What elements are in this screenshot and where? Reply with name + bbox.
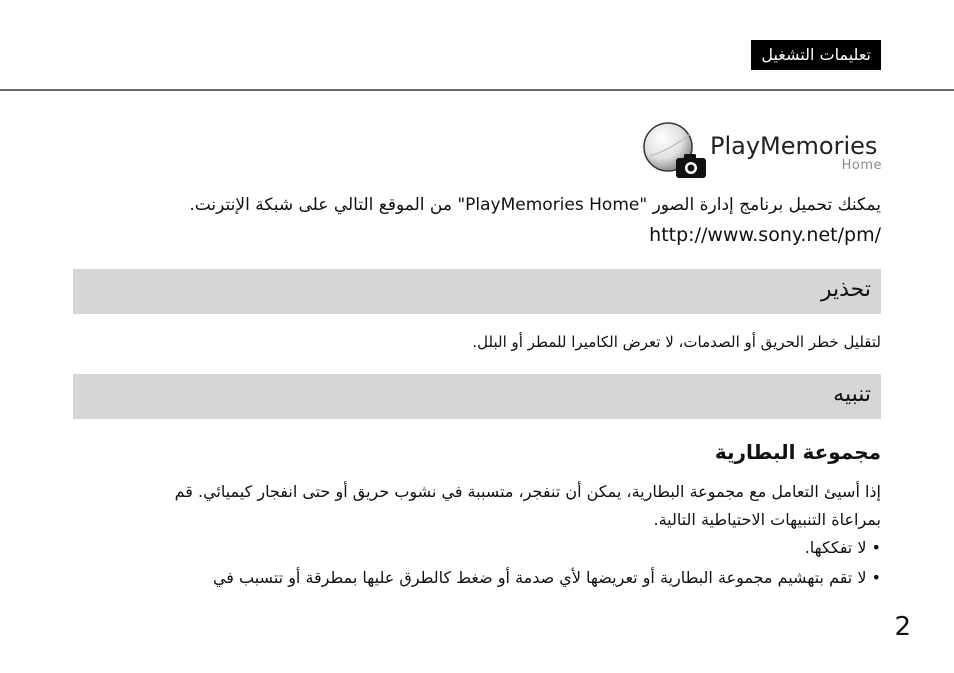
download-url[interactable]: http://www.sony.net/pm/ xyxy=(649,224,881,246)
playmemories-logo xyxy=(642,120,882,180)
battery-paragraph-line: بمراعاة التنبيهات الاحتياطية التالية. xyxy=(653,510,881,529)
battery-paragraph-line: إذا أسيئ التعامل مع مجموعة البطارية، يمكن أن تنفجر، متسببة في نشوب حريق أو حتى انفجار كيميائي. قم xyxy=(174,482,881,501)
bullet-item: • لا تقم بتهشيم مجموعة البطارية أو تعريضها لأي صدمة أو ضغط كالطرق عليها بمطرقة أو تتسبب في xyxy=(212,568,881,587)
logo-subtitle: Home xyxy=(841,158,882,173)
caution-heading-band xyxy=(73,374,881,419)
warning-heading: تحذير xyxy=(820,277,871,302)
page-number: 2 xyxy=(894,612,911,642)
caution-heading: تنبيه xyxy=(833,382,871,407)
warning-heading-band xyxy=(73,269,881,314)
header-divider xyxy=(0,89,954,91)
bullet-item: • لا تفككها. xyxy=(804,538,881,557)
warning-text: لتقليل خطر الحريق أو الصدمات، لا تعرض الكاميرا للمطر أو البلل. xyxy=(472,333,881,351)
playmemories-ball-icon xyxy=(642,120,708,180)
logo-wordmark: PlayMemories xyxy=(710,132,878,160)
battery-pack-heading: مجموعة البطارية xyxy=(714,440,881,464)
manual-section-tag: تعليمات التشغيل xyxy=(751,40,881,70)
intro-text: يمكنك تحميل برنامج إدارة الصور "PlayMemories Home" من الموقع التالي على شبكة الإنترنت. xyxy=(189,195,881,215)
